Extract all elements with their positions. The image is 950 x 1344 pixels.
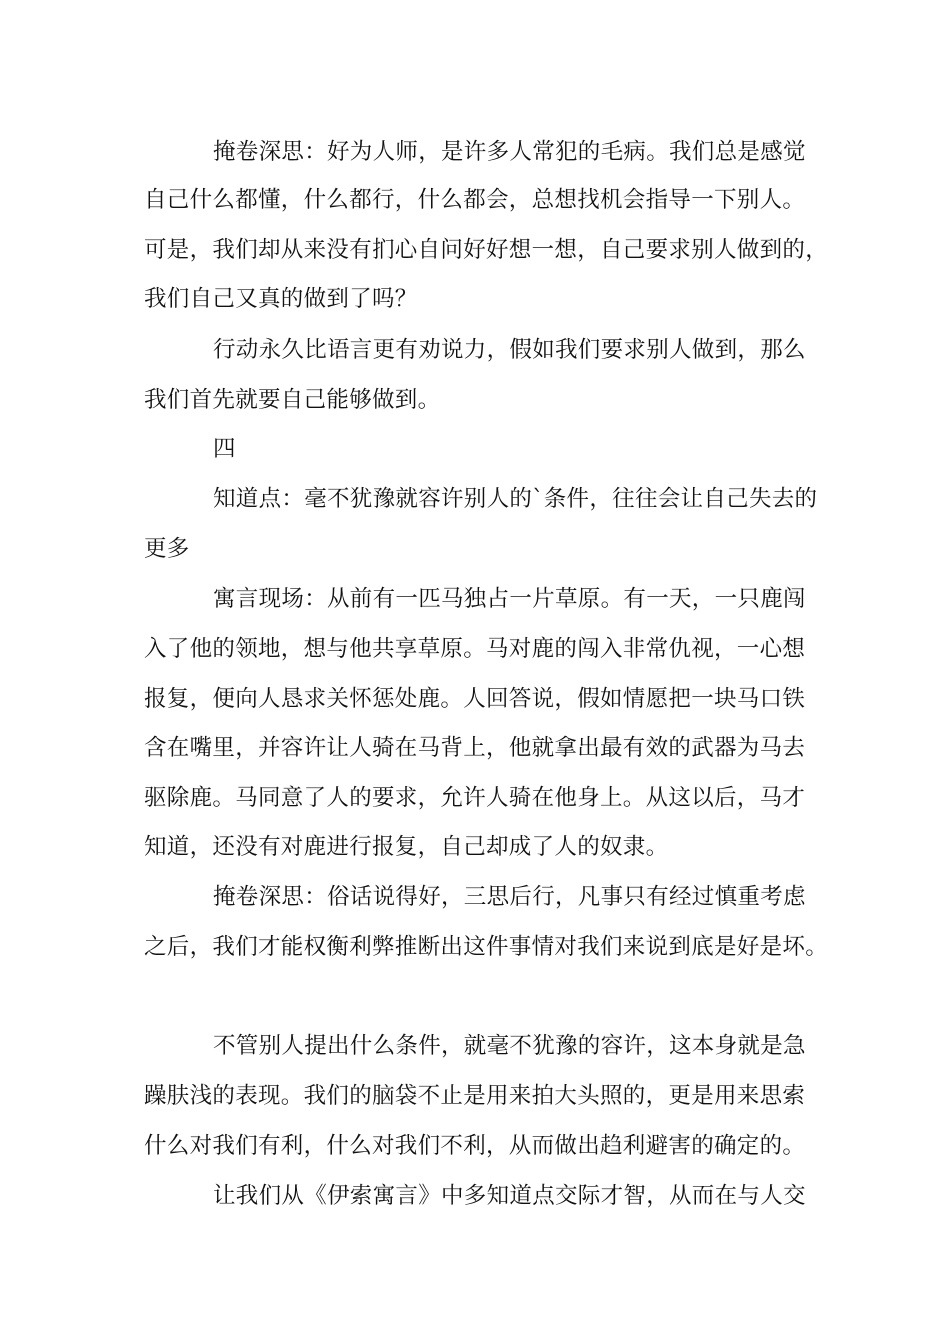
text-line: 什么对我们有利，什么对我们不利，从而做出趋利避害的确定的。 [144,1133,806,1159]
text-line: 之后，我们才能权衡利弊推断出这件事情对我们来说到底是好是坏。 [144,934,829,960]
text-line: 掩卷深思：俗话说得好，三思后行，凡事只有经过慎重考虑 [213,884,806,910]
text-line: 知道点：毫不犹豫就容许别人的`条件，往往会让自己失去的 [213,486,818,512]
text-line: 更多 [144,536,190,562]
text-line: 我们首先就要自己能够做到。 [144,387,441,413]
text-line: 自己什么都懂，什么都行，什么都会，总想找机会指导一下别人。 [144,187,806,213]
text-line: 报复，便向人恳求关怀惩处鹿。人回答说，假如情愿把一块马口铁 [144,686,806,712]
text-line: 让我们从《伊索寓言》中多知道点交际才智，从而在与人交 [213,1183,806,1209]
text-line: 可是，我们却从来没有扪心自问好好想一想，自己要求别人做到的， [144,237,829,263]
text-line: 行动永久比语言更有劝说力，假如我们要求别人做到，那么 [213,337,806,363]
text-line: 驱除鹿。马同意了人的要求，允许人骑在他身上。从这以后，马才 [144,785,806,811]
text-line: 我们自己又真的做到了吗？ [144,286,418,312]
text-line: 不管别人提出什么条件，就毫不犹豫的容许，这本身就是急 [213,1033,806,1059]
text-line: 躁肤浅的表现。我们的脑袋不止是用来拍大头照的，更是用来思索 [144,1083,806,1109]
text-line: 含在嘴里，并容许让人骑在马背上，他就拿出最有效的武器为马去 [144,735,806,761]
text-line: 掩卷深思：好为人师，是许多人常犯的毛病。我们总是感觉 [213,139,806,165]
text-line: 寓言现场：从前有一匹马独占一片草原。有一天，一只鹿闯 [213,586,806,612]
section-number: 四 [213,436,236,462]
text-line: 入了他的领地，想与他共享草原。马对鹿的闯入非常仇视，一心想 [144,636,806,662]
text-line: 知道，还没有对鹿进行报复，自己却成了人的奴隶。 [144,834,669,860]
